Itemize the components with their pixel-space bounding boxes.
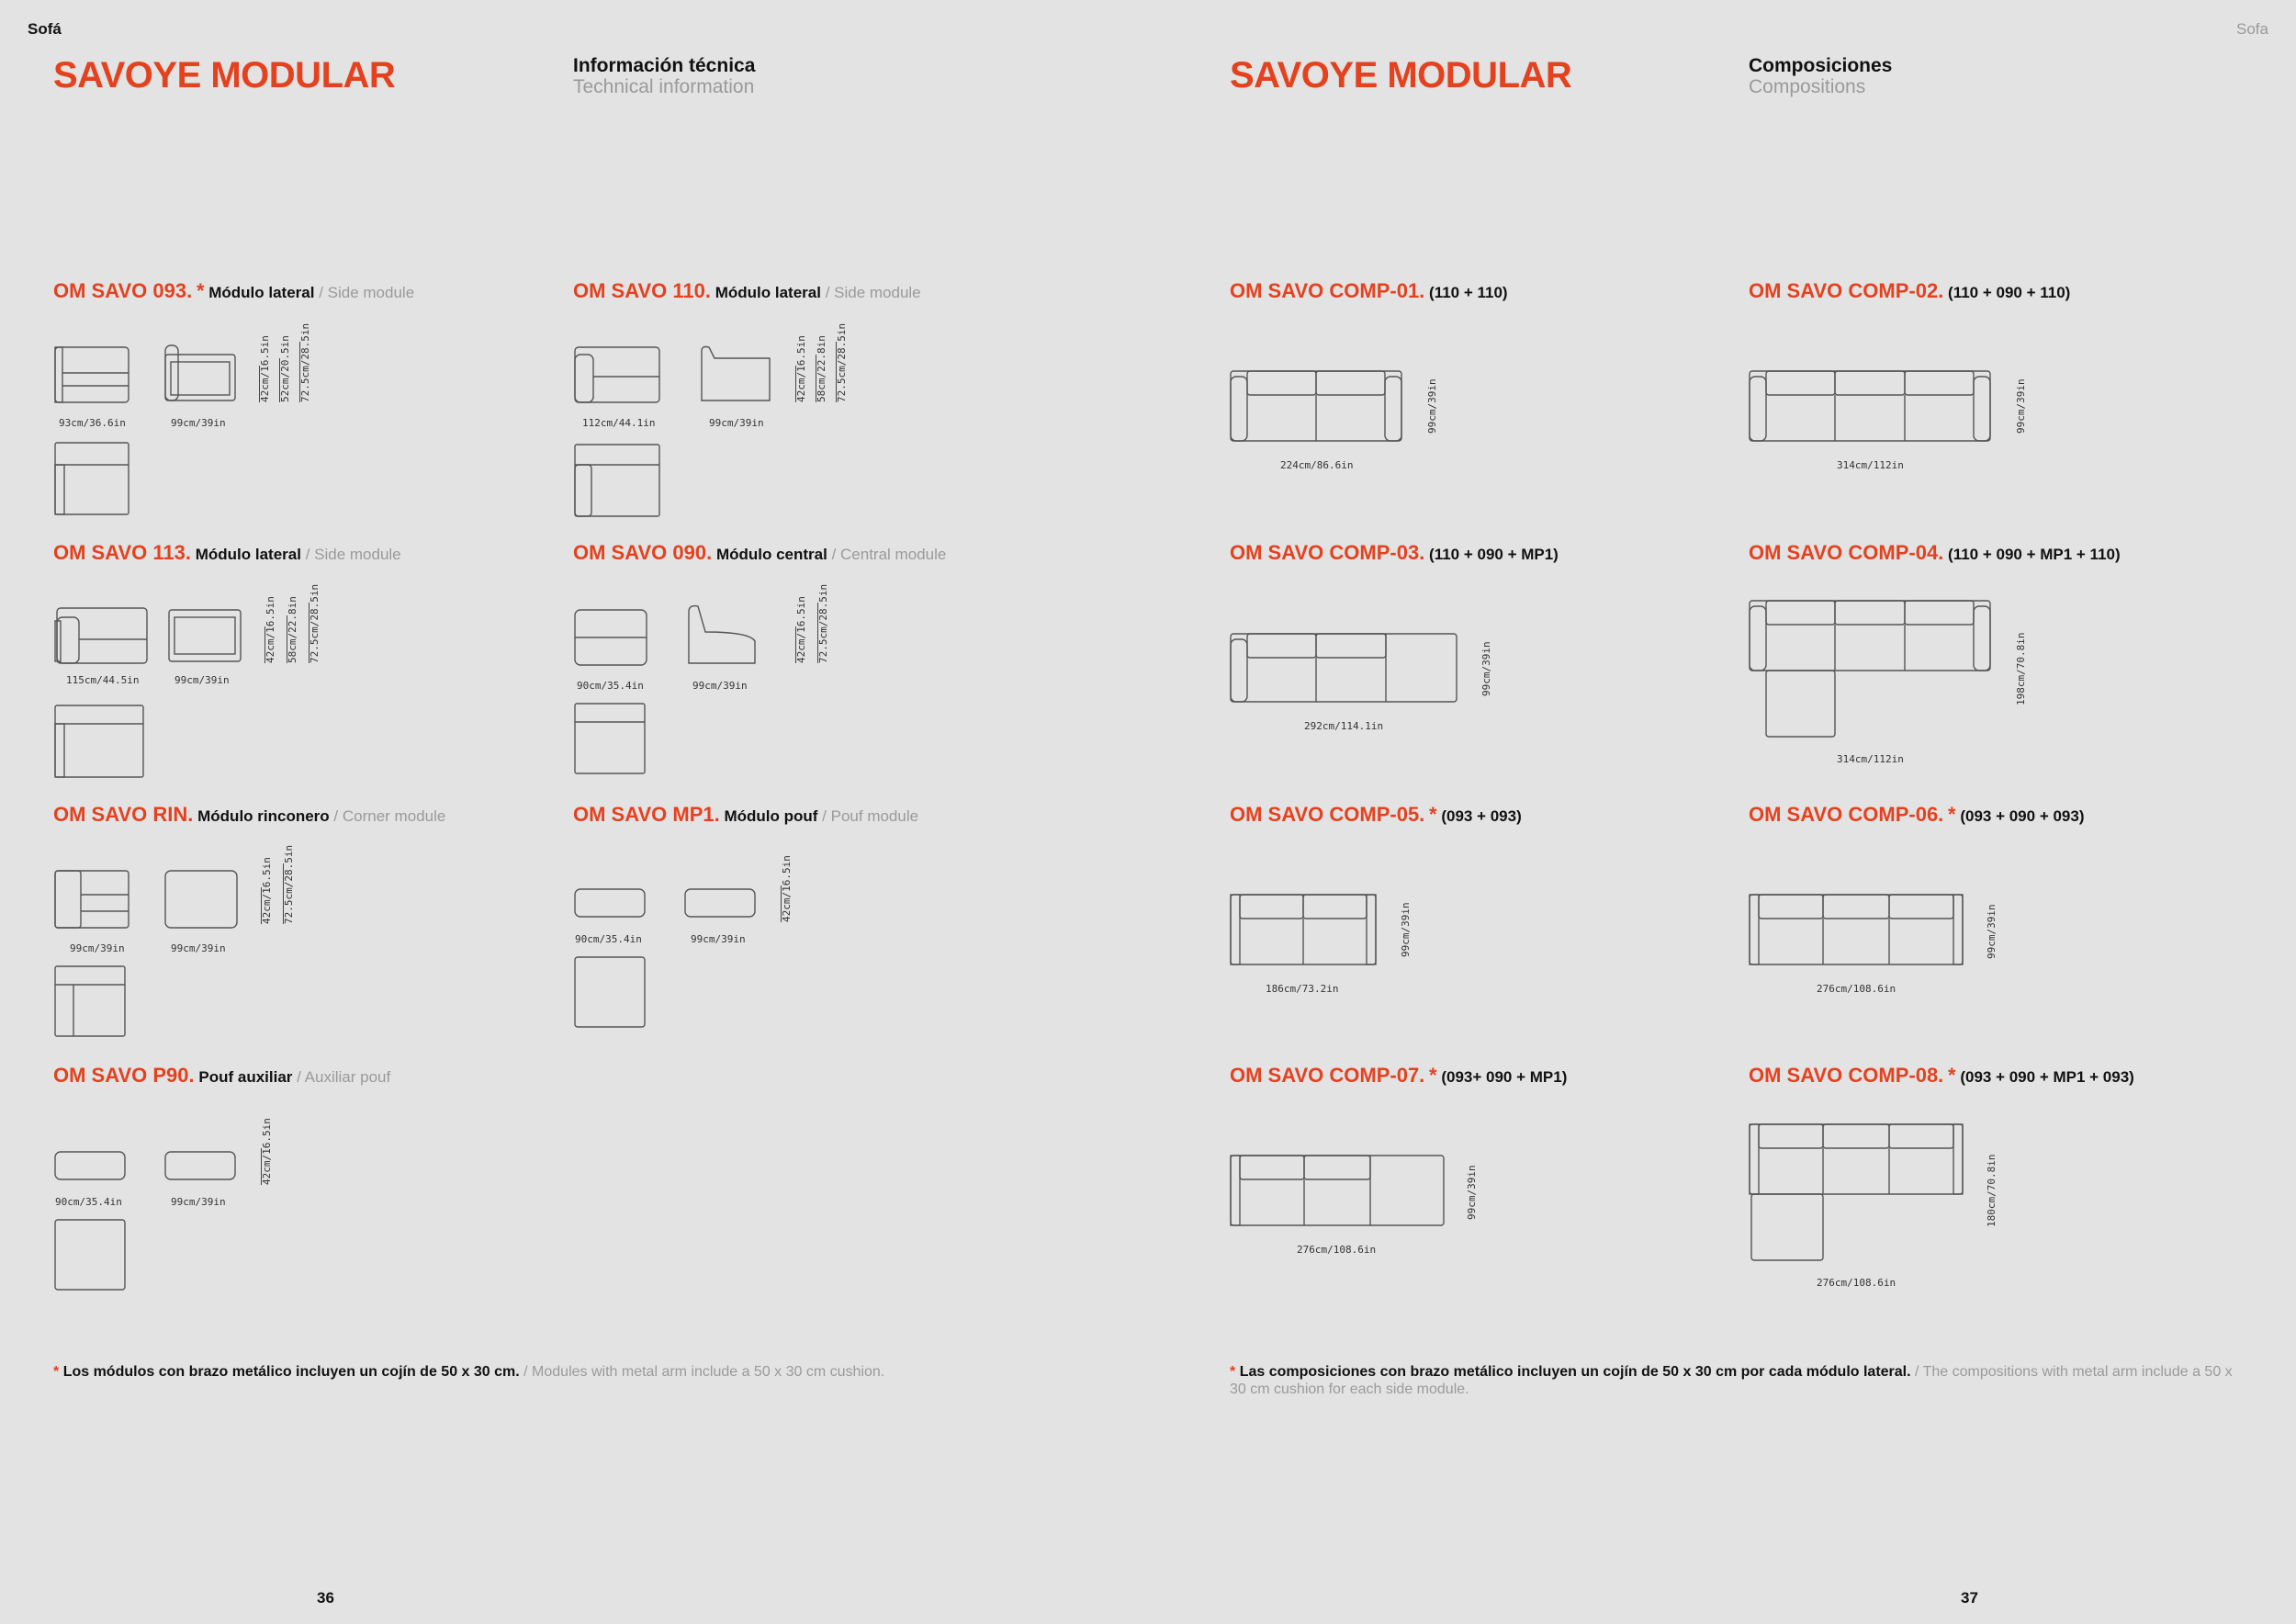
depth-dimension: 99cm/39in	[2015, 378, 2027, 434]
section-title-en: Compositions	[1749, 76, 1866, 97]
height-dimension: 72.5cm/28.5in	[283, 844, 295, 924]
depth-dimension: 99cm/39in	[691, 933, 746, 945]
composition-heading	[1749, 541, 2121, 565]
section-title-es: Composiciones	[1749, 55, 1893, 76]
composition-drawing	[1748, 1121, 1966, 1264]
module-name-es: Módulo lateral	[195, 546, 301, 563]
width-dimension: 276cm/108.6in	[1817, 983, 1896, 995]
height-dimension: 42cm/16.5in	[259, 335, 271, 402]
height-dimension: 58cm/22.8in	[287, 596, 298, 663]
depth-dimension: 99cm/39in	[171, 942, 226, 954]
asterisk-mark: *	[196, 279, 205, 302]
width-dimension: 186cm/73.2in	[1266, 983, 1339, 995]
brand-title-right: SAVOYE MODULAR	[1230, 55, 1572, 96]
module-side-drawing	[683, 885, 759, 922]
module-name-es: Pouf auxiliar	[198, 1068, 293, 1086]
module-front-drawing	[573, 885, 648, 922]
depth-dimension: 99cm/39in	[692, 680, 748, 692]
composition-code: OM SAVO COMP-08.	[1749, 1064, 1944, 1087]
depth-dimension: 99cm/39in	[1466, 1165, 1478, 1220]
section-title-es: Información técnica	[573, 55, 756, 76]
module-side-drawing	[163, 342, 241, 406]
width-dimension: 276cm/108.6in	[1297, 1244, 1377, 1256]
section-title-en: Technical information	[573, 76, 755, 97]
module-heading	[573, 279, 921, 303]
height-dimension: 72.5cm/28.5in	[299, 322, 311, 402]
page-number: 36	[317, 1589, 334, 1607]
footnote	[1230, 1363, 2249, 1398]
width-dimension: 224cm/86.6in	[1280, 459, 1354, 471]
depth-dimension: 99cm/39in	[709, 417, 764, 429]
section-title-right	[1749, 55, 1892, 97]
module-plan-drawing	[53, 964, 129, 1040]
module-side-drawing	[685, 603, 762, 667]
composition-drawing	[1229, 630, 1460, 705]
module-code: OM SAVO MP1.	[573, 803, 720, 826]
composition-formula: (110 + 090 + MP1 + 110)	[1948, 546, 2121, 563]
module-name-es: Módulo rinconero	[197, 807, 330, 825]
composition-heading	[1749, 1064, 2134, 1088]
module-name-es: Módulo lateral	[715, 284, 821, 301]
width-dimension: 292cm/114.1in	[1304, 720, 1384, 732]
height-dimension: 42cm/16.5in	[261, 857, 273, 924]
footnote-en: / The compositions with metal arm include a 50 x 30 cm cushion for each side module.	[1230, 1364, 2233, 1397]
module-heading	[53, 279, 414, 303]
height-dimension: 42cm/16.5in	[795, 335, 807, 402]
module-side-drawing	[163, 1148, 239, 1185]
height-dimension: 58cm/22.8in	[816, 335, 827, 402]
module-front-drawing	[53, 867, 132, 931]
module-heading	[573, 541, 946, 565]
width-dimension: 93cm/36.6in	[59, 417, 126, 429]
composition-heading	[1230, 803, 1522, 827]
module-front-drawing	[573, 604, 650, 669]
module-code: OM SAVO 110.	[573, 279, 711, 302]
footnote-en: / Modules with metal arm include a 50 x 30 cm cushion.	[523, 1364, 885, 1380]
module-name-en: / Auxiliar pouf	[297, 1068, 391, 1086]
module-heading	[573, 803, 918, 827]
composition-heading	[1230, 279, 1508, 303]
asterisk-mark: *	[1948, 1064, 1956, 1087]
section-label-left: Sofá	[28, 20, 62, 38]
composition-code: OM SAVO COMP-05.	[1230, 803, 1425, 826]
module-code: OM SAVO 090.	[573, 541, 713, 564]
width-dimension: 90cm/35.4in	[575, 933, 642, 945]
section-label-right: Sofa	[2236, 20, 2268, 38]
composition-drawing	[1748, 597, 1994, 740]
width-dimension: 112cm/44.1in	[582, 417, 656, 429]
width-dimension: 90cm/35.4in	[577, 680, 644, 692]
module-plan-drawing	[573, 955, 648, 1031]
composition-code: OM SAVO COMP-03.	[1230, 541, 1425, 564]
section-title-left	[573, 55, 755, 97]
module-code: OM SAVO P90.	[53, 1064, 195, 1087]
composition-code: OM SAVO COMP-01.	[1230, 279, 1425, 302]
module-front-drawing	[573, 340, 663, 406]
height-dimension: 42cm/16.5in	[264, 596, 276, 663]
depth-dimension: 99cm/39in	[1400, 902, 1412, 957]
asterisk-mark: *	[53, 1364, 60, 1380]
module-name-en: / Side module	[825, 284, 921, 301]
height-dimension: 72.5cm/28.5in	[836, 322, 848, 402]
module-front-drawing	[53, 340, 136, 404]
asterisk-mark: *	[1429, 803, 1437, 826]
composition-heading	[1230, 1064, 1567, 1088]
module-heading	[53, 541, 401, 565]
module-side-drawing	[698, 342, 775, 406]
module-front-drawing	[53, 601, 151, 667]
asterisk-mark: *	[1429, 1064, 1437, 1087]
composition-code: OM SAVO COMP-07.	[1230, 1064, 1425, 1087]
module-side-drawing	[163, 867, 241, 931]
width-dimension: 276cm/108.6in	[1817, 1277, 1896, 1289]
module-plan-drawing	[53, 704, 147, 781]
composition-formula: (093 + 090 + MP1 + 093)	[1960, 1068, 2134, 1086]
width-dimension: 90cm/35.4in	[55, 1196, 122, 1208]
depth-dimension: 99cm/39in	[171, 417, 226, 429]
composition-formula: (093+ 090 + MP1)	[1441, 1068, 1568, 1086]
width-dimension: 314cm/112in	[1837, 459, 1904, 471]
module-name-en: / Side module	[319, 284, 415, 301]
composition-formula: (093 + 090 + 093)	[1960, 807, 2085, 825]
composition-formula: (110 + 090 + 110)	[1948, 284, 2071, 301]
module-front-drawing	[53, 1148, 129, 1185]
module-code: OM SAVO RIN.	[53, 803, 194, 826]
composition-code: OM SAVO COMP-04.	[1749, 541, 1944, 564]
composition-formula: (110 + 090 + MP1)	[1429, 546, 1559, 563]
module-name-es: Módulo pouf	[724, 807, 818, 825]
page-number: 37	[1961, 1589, 1978, 1607]
composition-drawing	[1229, 1152, 1447, 1229]
module-code: OM SAVO 093.	[53, 279, 193, 302]
module-plan-drawing	[573, 702, 648, 777]
width-dimension: 115cm/44.5in	[66, 674, 140, 686]
footnote	[53, 1363, 1137, 1381]
composition-code: OM SAVO COMP-02.	[1749, 279, 1944, 302]
module-name-en: / Pouf module	[822, 807, 919, 825]
composition-drawing	[1229, 367, 1405, 445]
composition-drawing	[1748, 367, 1994, 445]
module-name-en: / Side module	[305, 546, 401, 563]
height-dimension: 42cm/16.5in	[261, 1118, 273, 1185]
depth-dimension: 99cm/39in	[1480, 641, 1492, 696]
module-name-es: Módulo central	[715, 546, 827, 563]
asterisk-mark: *	[1230, 1364, 1236, 1380]
footnote-es: Los módulos con brazo metálico incluyen un cojín de 50 x 30 cm.	[62, 1364, 520, 1380]
module-name-en: / Central module	[831, 546, 947, 563]
height-dimension: 42cm/16.5in	[795, 596, 807, 663]
depth-dimension: 198cm/70.8in	[2015, 632, 2027, 705]
height-dimension: 72.5cm/28.5in	[817, 583, 829, 663]
depth-dimension: 99cm/39in	[1426, 378, 1438, 434]
footnote-es: Las composiciones con brazo metálico incluyen un cojín de 50 x 30 cm por cada módulo lateral.	[1239, 1364, 1911, 1380]
composition-drawing	[1229, 891, 1379, 968]
composition-heading	[1230, 541, 1559, 565]
composition-heading	[1749, 803, 2085, 827]
composition-formula: (093 + 093)	[1441, 807, 1522, 825]
depth-dimension: 180cm/70.8in	[1986, 1154, 1998, 1227]
brand-title-left: SAVOYE MODULAR	[53, 55, 396, 96]
composition-drawing	[1748, 891, 1966, 968]
width-dimension: 99cm/39in	[70, 942, 125, 954]
composition-code: OM SAVO COMP-06.	[1749, 803, 1944, 826]
module-plan-drawing	[573, 443, 663, 520]
depth-dimension: 99cm/39in	[174, 674, 230, 686]
height-dimension: 72.5cm/28.5in	[309, 583, 321, 663]
module-heading	[53, 1064, 390, 1088]
depth-dimension: 99cm/39in	[1986, 904, 1998, 959]
module-side-drawing	[167, 603, 244, 667]
asterisk-mark: *	[1948, 803, 1956, 826]
height-dimension: 42cm/16.5in	[781, 855, 793, 922]
composition-heading	[1749, 279, 2070, 303]
composition-formula: (110 + 110)	[1429, 284, 1508, 301]
module-heading	[53, 803, 445, 827]
depth-dimension: 99cm/39in	[171, 1196, 226, 1208]
module-name-es: Módulo lateral	[208, 284, 315, 301]
module-plan-drawing	[53, 441, 132, 518]
module-plan-drawing	[53, 1218, 129, 1293]
height-dimension: 52cm/20.5in	[279, 335, 291, 402]
module-name-en: / Corner module	[333, 807, 446, 825]
module-code: OM SAVO 113.	[53, 541, 191, 564]
width-dimension: 314cm/112in	[1837, 753, 1904, 765]
